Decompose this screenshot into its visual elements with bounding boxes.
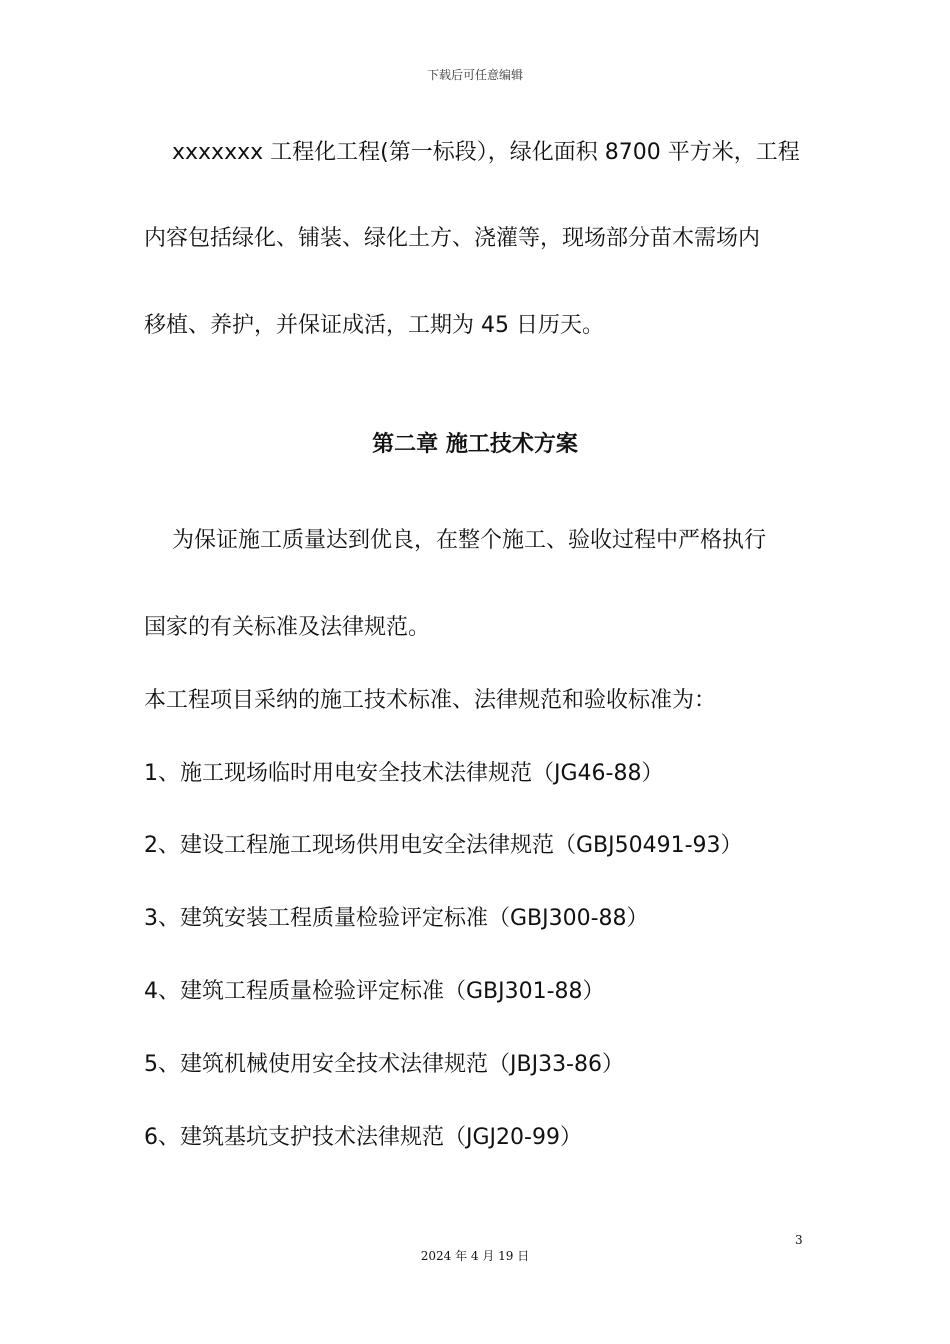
intro-line-3: 移植、养护，并保证成活，工期为 45 日历天。 — [144, 313, 604, 338]
standard-item: 4、建筑工程质量检验评定标准（GBJ301-88） — [144, 979, 605, 1004]
paragraph-line-2: 国家的有关标准及法律规范。 — [144, 615, 431, 640]
footer-date: 2024 年 4 月 19 日 — [420, 1249, 530, 1263]
intro-line-2: 内容包括绿化、铺装、绿化土方、浇灌等，现场部分苗木需场内 — [144, 226, 761, 251]
standards-intro: 本工程项目采纳的施工技术标准、法律规范和验收标准为： — [144, 688, 717, 713]
page-header: 下载后可任意编辑 — [426, 68, 523, 82]
chapter-title: 第二章 施工技术方案 — [372, 432, 578, 457]
standard-item: 5、建筑机械使用安全技术法律规范（JBJ33-86） — [144, 1052, 624, 1077]
standard-item: 1、施工现场临时用电安全技术法律规范（JG46-88） — [144, 761, 664, 786]
paragraph-line-1: 为保证施工质量达到优良，在整个施工、验收过程中严格执行 — [172, 528, 767, 553]
standard-item: 2、建设工程施工现场供用电安全法律规范（GBJ50491-93） — [144, 833, 743, 858]
intro-line-1: xxxxxxx 工程化工程(第一标段），绿化面积 8700 平方米，工程 — [172, 140, 800, 165]
standard-item: 6、建筑基坑支护技术法律规范（JGJ20-99） — [144, 1125, 582, 1150]
standard-item: 3、建筑安装工程质量检验评定标准（GBJ300-88） — [144, 906, 649, 931]
page-number: 3 — [795, 1233, 803, 1247]
